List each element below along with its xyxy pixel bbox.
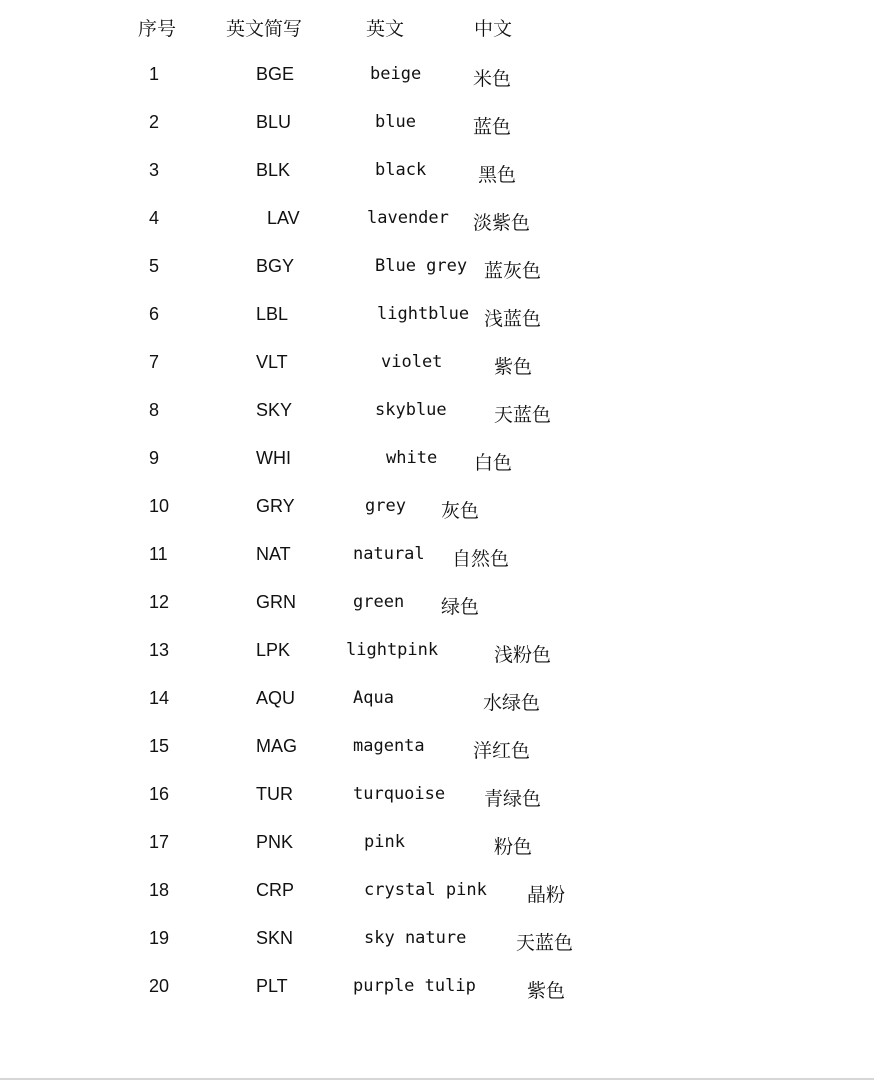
header-index: 序号 [138, 18, 177, 40]
header-chinese: 中文 [474, 18, 513, 40]
row-index: 3 [149, 160, 160, 180]
row-chinese-name: 晶粉 [527, 884, 566, 906]
row-index: 7 [149, 352, 160, 372]
row-chinese-name: 浅蓝色 [484, 308, 542, 330]
row-english-name: Blue grey [375, 256, 468, 276]
row-abbreviation: TUR [256, 784, 293, 804]
row-abbreviation: VLT [256, 352, 288, 372]
row-index: 8 [149, 400, 160, 420]
row-english-name: pink [364, 832, 405, 852]
row-abbreviation: MAG [256, 736, 298, 756]
row-chinese-name: 自然色 [452, 548, 510, 570]
row-index: 4 [149, 208, 160, 228]
row-index: 15 [149, 736, 170, 756]
row-index: 6 [149, 304, 160, 324]
row-english-name: magenta [353, 736, 425, 756]
row-english-name: purple tulip [353, 976, 476, 996]
row-chinese-name: 紫色 [527, 980, 566, 1002]
row-index: 18 [149, 880, 170, 900]
row-abbreviation: PNK [256, 832, 294, 852]
table-row [0, 736, 874, 766]
row-abbreviation: CRP [256, 880, 295, 900]
row-english-name: green [353, 592, 405, 612]
table-row [0, 208, 874, 238]
table-row [0, 880, 874, 910]
row-chinese-name: 紫色 [494, 356, 533, 378]
row-chinese-name: 灰色 [441, 500, 480, 522]
table-row [0, 112, 874, 142]
row-english-name: sky nature [364, 928, 467, 948]
row-chinese-name: 淡紫色 [473, 212, 531, 234]
row-index: 11 [149, 544, 168, 564]
row-chinese-name: 蓝灰色 [484, 260, 542, 282]
table-row [0, 832, 874, 862]
table-row [0, 400, 874, 430]
table-row [0, 544, 874, 574]
row-chinese-name: 绿色 [441, 596, 480, 618]
table-row [0, 448, 874, 478]
row-chinese-name: 洋红色 [473, 740, 531, 762]
table-row [0, 496, 874, 526]
row-english-name: lightpink [346, 640, 439, 660]
row-abbreviation: AQU [256, 688, 296, 708]
row-index: 19 [149, 928, 170, 948]
row-abbreviation: GRN [256, 592, 296, 612]
row-abbreviation: SKY [256, 400, 293, 420]
row-chinese-name: 青绿色 [484, 788, 542, 810]
row-english-name: white [386, 448, 438, 468]
row-chinese-name: 白色 [474, 452, 513, 474]
row-abbreviation: BGY [256, 256, 295, 276]
table-row [0, 976, 874, 1006]
table-row [0, 592, 874, 622]
row-english-name: skyblue [375, 400, 447, 420]
row-chinese-name: 天蓝色 [494, 404, 552, 426]
row-index: 1 [149, 64, 160, 84]
row-chinese-name: 米色 [473, 68, 512, 90]
row-abbreviation: BLU [256, 112, 292, 132]
table-row [0, 256, 874, 286]
row-index: 10 [149, 496, 170, 516]
table-row [0, 64, 874, 94]
row-english-name: grey [365, 496, 406, 516]
row-english-name: Aqua [353, 688, 394, 708]
table-row [0, 640, 874, 670]
row-chinese-name: 水绿色 [483, 692, 541, 714]
row-chinese-name: 黑色 [478, 164, 517, 186]
row-chinese-name: 蓝色 [473, 116, 512, 138]
table-row [0, 784, 874, 814]
row-abbreviation: WHI [256, 448, 291, 468]
row-abbreviation: LAV [267, 208, 300, 228]
row-english-name: violet [381, 352, 443, 372]
row-index: 2 [149, 112, 160, 132]
row-english-name: turquoise [353, 784, 446, 804]
row-index: 14 [149, 688, 170, 708]
row-index: 9 [149, 448, 160, 468]
row-index: 12 [149, 592, 170, 612]
row-english-name: crystal pink [364, 880, 487, 900]
row-index: 17 [149, 832, 170, 852]
row-index: 5 [149, 256, 160, 276]
table-row [0, 304, 874, 334]
row-index: 13 [149, 640, 170, 660]
row-english-name: lightblue [377, 304, 470, 324]
row-english-name: natural [353, 544, 425, 564]
row-english-name: beige [370, 64, 422, 84]
row-abbreviation: LBL [256, 304, 289, 324]
row-chinese-name: 粉色 [494, 836, 533, 858]
header-english: 英文 [366, 18, 405, 40]
row-english-name: lavender [367, 208, 449, 228]
table-row [0, 688, 874, 718]
row-index: 20 [149, 976, 170, 996]
row-english-name: blue [375, 112, 416, 132]
row-abbreviation: LPK [256, 640, 291, 660]
row-abbreviation: BGE [256, 64, 295, 84]
row-abbreviation: BLK [256, 160, 291, 180]
row-english-name: black [375, 160, 427, 180]
row-abbreviation: NAT [256, 544, 291, 564]
row-chinese-name: 天蓝色 [516, 932, 574, 954]
row-abbreviation: SKN [256, 928, 294, 948]
row-index: 16 [149, 784, 170, 804]
table-row [0, 160, 874, 190]
row-abbreviation: GRY [256, 496, 295, 516]
table-row [0, 352, 874, 382]
row-abbreviation: PLT [256, 976, 288, 996]
header-abbr: 英文简写 [226, 18, 303, 40]
table-row [0, 928, 874, 958]
row-chinese-name: 浅粉色 [494, 644, 552, 666]
